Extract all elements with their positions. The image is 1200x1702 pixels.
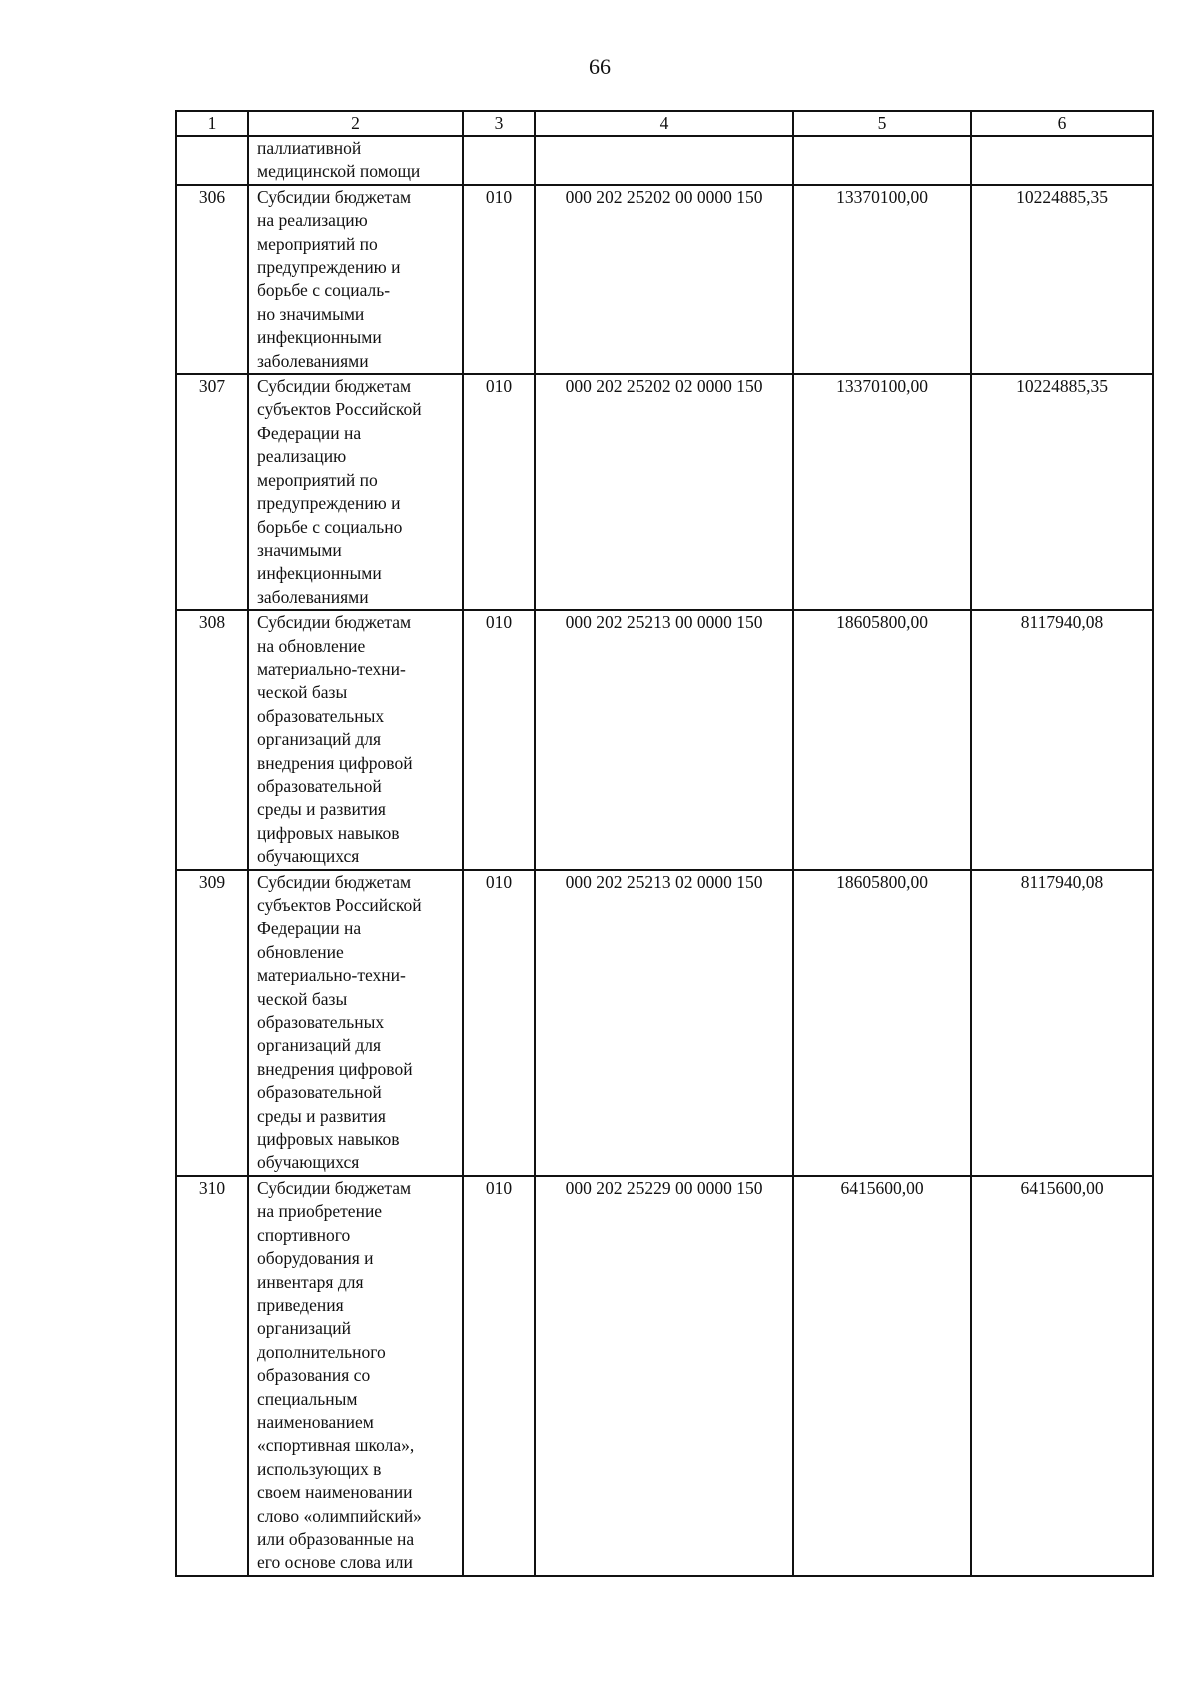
description-line: Федерации на xyxy=(257,422,362,443)
description-line: мероприятий по xyxy=(257,233,378,254)
description-line: инфекционными xyxy=(257,327,382,348)
section-code-cell: 010 xyxy=(463,870,535,1176)
budget-code-cell xyxy=(535,136,793,185)
description-line: на приобретение xyxy=(257,1201,383,1222)
column-number: 2 xyxy=(248,111,463,136)
column-number: 4 xyxy=(535,111,793,136)
description-line: «спортивная школа», xyxy=(257,1435,415,1456)
table-row xyxy=(176,185,1153,374)
table-row xyxy=(176,136,1153,185)
description-line: субъектов Российской xyxy=(257,399,422,420)
section-code-cell: 010 xyxy=(463,610,535,869)
description-line: внедрения цифровой xyxy=(257,752,413,773)
description-line: обновление xyxy=(257,941,344,962)
description-cell xyxy=(248,374,463,610)
description-line: Субсидии бюджетам xyxy=(257,871,412,892)
table-row xyxy=(176,1176,1153,1576)
description-line: своем наименовании xyxy=(257,1482,413,1503)
description-line: Федерации на xyxy=(257,918,362,939)
description-cell xyxy=(248,1176,463,1576)
description-line: но значимыми xyxy=(257,303,365,324)
description-line: обучающихся xyxy=(257,1152,360,1173)
executed-amount-cell: 8117940,08 xyxy=(971,870,1153,1176)
description-line: мероприятий по xyxy=(257,469,378,490)
description-line: среды и развития xyxy=(257,1105,386,1126)
executed-amount-cell: 6415600,00 xyxy=(971,1176,1153,1576)
description-line: организаций для xyxy=(257,1035,382,1056)
description-line: наименованием xyxy=(257,1411,374,1432)
description-line: спортивного xyxy=(257,1224,351,1245)
description-cell xyxy=(248,185,463,374)
description-line: образовательной xyxy=(257,775,382,796)
description-line: субъектов Российской xyxy=(257,895,422,915)
description-line: приведения xyxy=(257,1294,344,1315)
column-number: 3 xyxy=(463,111,535,136)
description-line: заболеваниями xyxy=(257,350,369,371)
description-line: значимыми xyxy=(257,539,342,560)
description-cell xyxy=(248,136,463,185)
row-number-cell: 309 xyxy=(176,870,248,1176)
budget-code-cell: 000 202 25202 00 0000 150 xyxy=(535,185,793,374)
section-code-cell xyxy=(463,136,535,185)
description-line: заболеваниями xyxy=(257,586,369,607)
description-line: Субсидии бюджетам xyxy=(257,1177,412,1198)
description-line: внедрения цифровой xyxy=(257,1058,413,1079)
row-number-cell: 306 xyxy=(176,185,248,374)
section-code-cell: 010 xyxy=(463,374,535,610)
description-line: материально-техни- xyxy=(257,965,406,986)
description-line: предупреждению и xyxy=(257,257,401,278)
description-line: использующих в xyxy=(257,1458,382,1479)
description-line: Субсидии бюджетам xyxy=(257,186,412,207)
section-code-cell: 010 xyxy=(463,185,535,374)
row-number-cell: 307 xyxy=(176,374,248,610)
description-line: инфекционными xyxy=(257,563,382,584)
description-line: борьбе с социально xyxy=(257,516,403,537)
column-number: 6 xyxy=(971,111,1153,136)
description-line: слово «олимпийский» xyxy=(257,1505,422,1526)
description-line: или образованные на xyxy=(257,1528,415,1549)
description-line: оборудования и xyxy=(257,1248,374,1269)
description-line: ческой базы xyxy=(257,682,348,703)
executed-amount-cell: 10224885,35 xyxy=(971,185,1153,374)
description-line: цифровых навыков xyxy=(257,1129,400,1150)
description-line: образования со xyxy=(257,1365,371,1386)
budget-table xyxy=(175,110,1154,1577)
executed-amount-cell xyxy=(971,136,1153,185)
executed-amount-cell: 10224885,35 xyxy=(971,374,1153,610)
description-line: паллиативной xyxy=(257,138,362,158)
description-cell xyxy=(248,870,463,1176)
description-line: образовательных xyxy=(257,1012,385,1033)
description-line: его основе слова или xyxy=(257,1552,413,1573)
description-line: ческой базы xyxy=(257,988,348,1009)
description-line: Субсидии бюджетам xyxy=(257,376,412,397)
description-line: обучающихся xyxy=(257,846,360,867)
planned-amount-cell: 18605800,00 xyxy=(793,870,971,1176)
description-line: образовательной xyxy=(257,1082,382,1103)
description-line: инвентаря для xyxy=(257,1271,364,1292)
budget-code-cell: 000 202 25229 00 0000 150 xyxy=(535,1176,793,1576)
description-line: специальным xyxy=(257,1388,358,1409)
table-row xyxy=(176,870,1153,1176)
description-line: организаций для xyxy=(257,729,382,750)
description-line: на реализацию xyxy=(257,210,368,231)
row-number-cell: 310 xyxy=(176,1176,248,1576)
planned-amount-cell: 6415600,00 xyxy=(793,1176,971,1576)
description-line: на обновление xyxy=(257,635,366,656)
table-row xyxy=(176,374,1153,610)
planned-amount-cell xyxy=(793,136,971,185)
description-line: медицинской помощи xyxy=(257,161,421,182)
planned-amount-cell: 18605800,00 xyxy=(793,610,971,869)
column-number: 5 xyxy=(793,111,971,136)
budget-code-cell: 000 202 25213 00 0000 150 xyxy=(535,610,793,869)
column-number-row xyxy=(176,111,1153,136)
planned-amount-cell: 13370100,00 xyxy=(793,185,971,374)
executed-amount-cell: 8117940,08 xyxy=(971,610,1153,869)
budget-code-cell: 000 202 25213 02 0000 150 xyxy=(535,870,793,1176)
description-line: материально-техни- xyxy=(257,658,406,679)
planned-amount-cell: 13370100,00 xyxy=(793,374,971,610)
budget-code-cell: 000 202 25202 02 0000 150 xyxy=(535,374,793,610)
table-row xyxy=(176,610,1153,869)
description-line: организаций xyxy=(257,1318,351,1339)
description-line: реализацию xyxy=(257,446,347,467)
description-line: дополнительного xyxy=(257,1341,386,1362)
description-line: цифровых навыков xyxy=(257,822,400,843)
row-number-cell: 308 xyxy=(176,610,248,869)
description-cell xyxy=(248,610,463,869)
description-line: Субсидии бюджетам xyxy=(257,612,412,633)
description-line: образовательных xyxy=(257,705,385,726)
description-line: борьбе с социаль- xyxy=(257,280,391,301)
row-number-cell xyxy=(176,136,248,185)
table-body xyxy=(176,111,1153,1576)
description-line: предупреждению и xyxy=(257,493,401,514)
column-number: 1 xyxy=(176,111,248,136)
section-code-cell: 010 xyxy=(463,1176,535,1576)
page-number: 66 xyxy=(589,54,611,79)
description-line: среды и развития xyxy=(257,799,386,820)
